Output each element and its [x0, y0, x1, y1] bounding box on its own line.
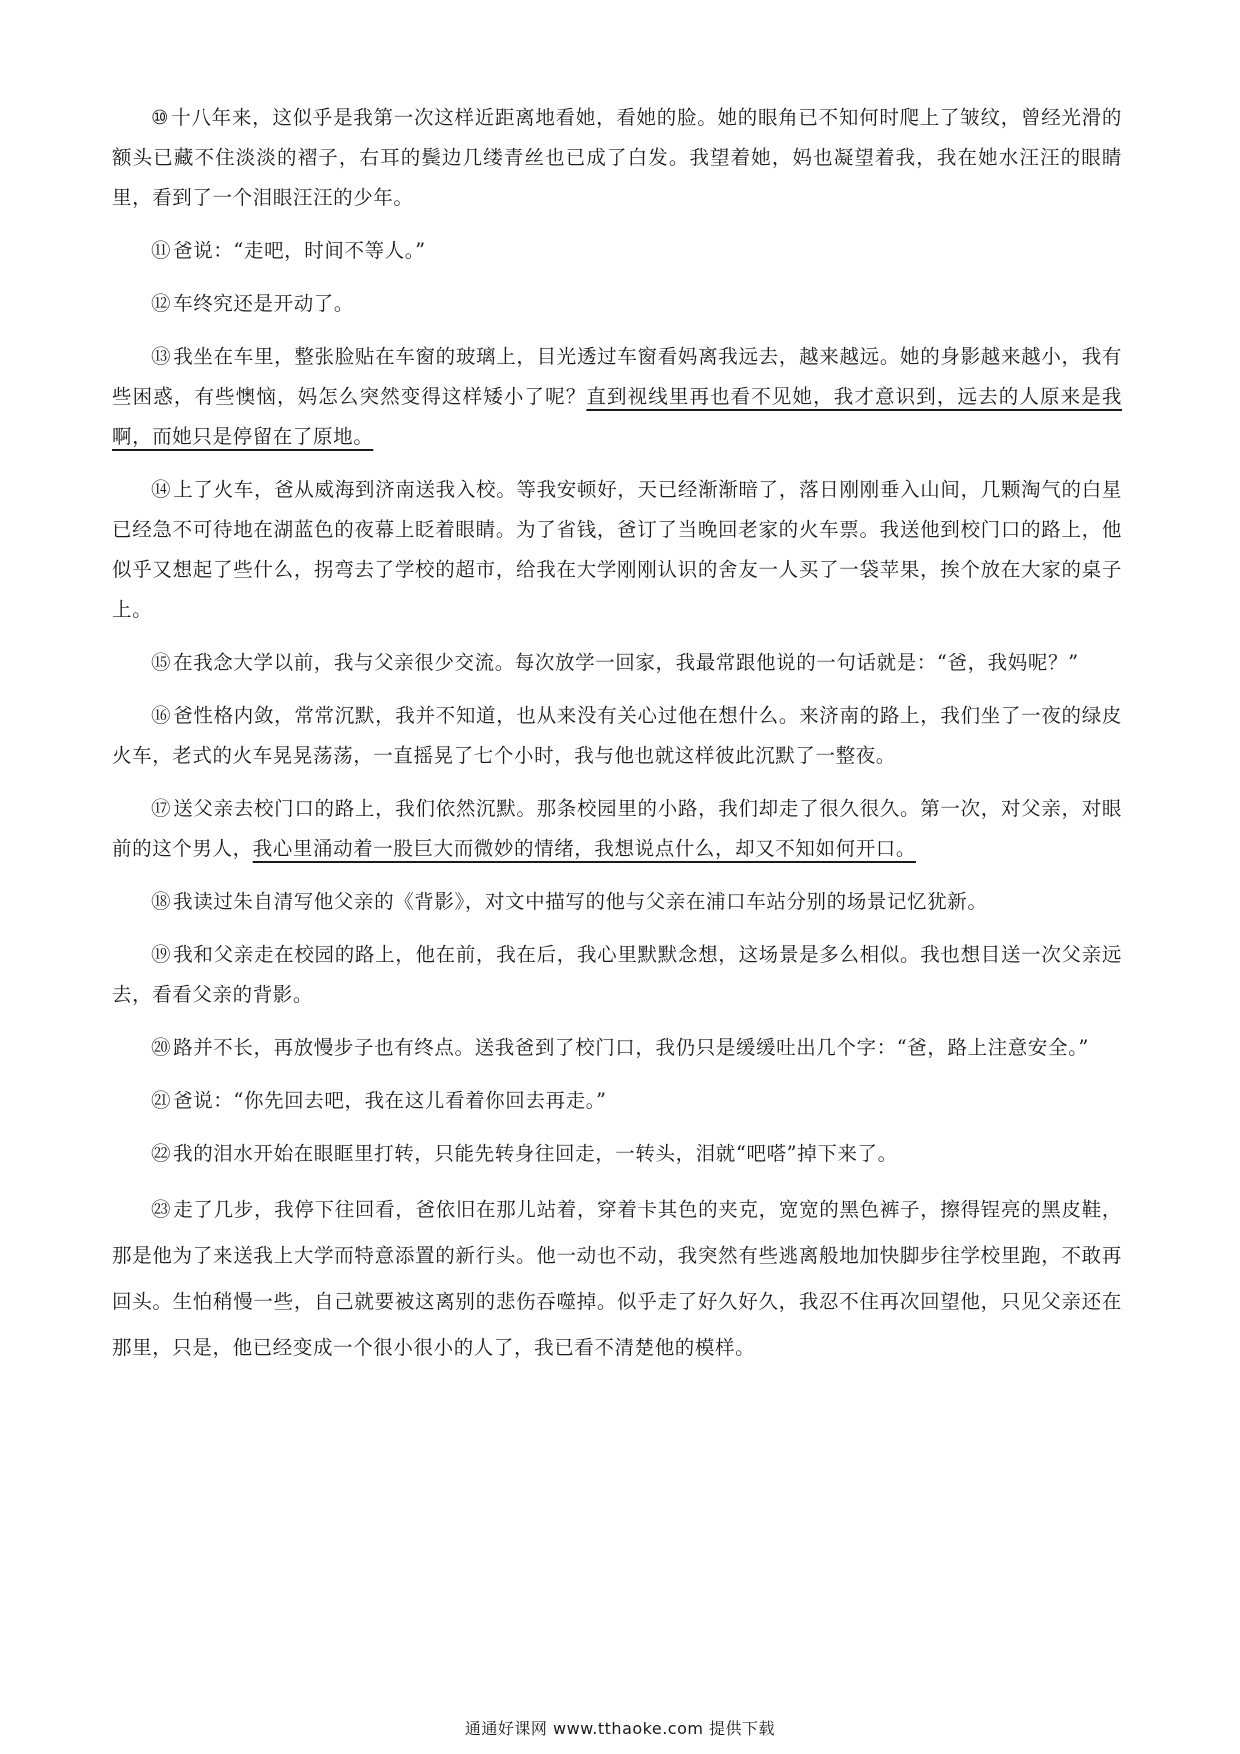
paragraph-12: [112, 284, 1122, 324]
paragraph-text: 车终究还是开动了。: [173, 292, 355, 315]
paragraph-15: [112, 643, 1122, 683]
paragraph-text: 上了火车，爸从威海到济南送我入校。等我安顿好，天已经渐渐暗了，落日刚刚垂入山间，几颗淘气的白星已经急不可待地在湖蓝色的夜幕上眨着眼睛。为了省钱，爸订了当晚回老家的火车票。我送他到校门口的路上，他似乎又想起了些什么，拐弯去了学校的超市，给我在大学刚刚认识的舍友一人买了一袋苹果，挨个放在大家的桌子上。: [112, 478, 1123, 621]
paragraph-number: ㉓: [151, 1198, 172, 1221]
paragraph-number: ⑫: [151, 292, 172, 315]
paragraph-23: [112, 1187, 1122, 1371]
paragraph-text: 我读过朱自清写他父亲的《背影》，对文中描写的他与父亲在浦口车站分别的场景记忆犹新。: [173, 890, 988, 913]
paragraph-number: ㉑: [151, 1089, 172, 1112]
paragraph-text: 在我念大学以前，我与父亲很少交流。每次放学一回家，我最常跟他说的一句话就是：“爸，我妈呢？”: [173, 651, 1079, 674]
paragraph-text: 我和父亲走在校园的路上，他在前，我在后，我心里默默念想，这场景是多么相似。我也想目送一次父亲远去，看看父亲的背影。: [112, 943, 1123, 1006]
paragraph-16: [112, 696, 1122, 776]
paragraph-number: ⑰: [151, 797, 172, 820]
paragraph-number: ⑪: [151, 239, 172, 262]
paragraph-19: [112, 935, 1122, 1015]
paragraph-number: ⑩: [151, 106, 170, 129]
paragraph-10: [112, 98, 1122, 218]
paragraph-14: [112, 470, 1122, 630]
paragraph-text: 路并不长，再放慢步子也有终点。送我爸到了校门口，我仍只是缓缓吐出几个字：“爸，路上注意安全。”: [173, 1036, 1089, 1059]
paragraph-text: 我的泪水开始在眼眶里打转，只能先转身往回走，一转头，泪就“吧嗒”掉下来了。: [173, 1142, 898, 1165]
paragraph-text: 十八年来，这似乎是我第一次这样近距离地看她，看她的脸。她的眼角已不知何时爬上了皱纹，曾经光滑的额头已藏不住淡淡的褶子，右耳的鬓边几缕青丝也已成了白发。我望着她，妈也凝望着我，我在她水汪汪的眼睛里，看到了一个泪眼汪汪的少年。: [112, 106, 1122, 209]
paragraph-21: [112, 1081, 1122, 1121]
paragraph-number: ⑯: [151, 704, 172, 727]
paragraph-number: ⑬: [151, 345, 172, 368]
paragraph-text: 爸说：“你先回去吧，我在这儿看着你回去再走。”: [173, 1089, 607, 1112]
paragraph-text: 爸性格内敛，常常沉默，我并不知道，也从来没有关心过他在想什么。来济南的路上，我们坐了一夜的绿皮火车，老式的火车晃晃荡荡，一直摇晃了七个小时，我与他也就这样彼此沉默了一整夜。: [112, 704, 1123, 767]
paragraph-number: ⑭: [151, 478, 172, 501]
paragraph-number: ㉒: [151, 1142, 172, 1165]
paragraph-18: [112, 882, 1122, 922]
paragraph-22: [112, 1134, 1122, 1174]
page-footer: 通通好课网 www.tthaoke.com 提供下载: [464, 1719, 776, 1738]
paragraph-11: [112, 231, 1122, 271]
paragraph-text: 我坐在车里，整张脸贴在车窗的玻璃上，目光透过车窗看妈离我远去，越来越远。她的身影越来越小，我有些困惑，有些懊恼，妈怎么突然变得这样矮小了呢？: [112, 345, 1123, 408]
paragraph-number: ⑲: [151, 943, 172, 966]
underlined-sentence: 直到视线里再也看不见她，我才意识到，远去的人原来是我啊，而她只是停留在了原地。: [112, 385, 1122, 448]
underlined-sentence: 我心里涌动着一股巨大而微妙的情绪，我想说点什么，却又不知如何开口。: [252, 837, 917, 860]
paragraph-number: ⑮: [151, 651, 172, 674]
paragraph-number: ⑳: [151, 1036, 172, 1059]
paragraph-20: [112, 1028, 1122, 1068]
paragraph-17: [112, 789, 1122, 869]
paragraph-number: ⑱: [151, 890, 172, 913]
paragraph-text: 爸说：“走吧，时间不等人。”: [173, 239, 426, 262]
document-body: [112, 98, 1122, 1384]
paragraph-text: 送父亲去校门口的路上，我们依然沉默。那条校园里的小路，我们却走了很久很久。第一次，对父亲，对眼前的这个男人，: [112, 797, 1123, 860]
paragraph-text: 走了几步，我停下往回看，爸依旧在那儿站着，穿着卡其色的夹克，宽宽的黑色裤子，擦得锃亮的黑皮鞋，那是他为了来送我上大学而特意添置的新行头。他一动也不动，我突然有些逃离般地加快脚步往学校里跑，不敢再回头。生怕稍慢一些，自己就要被这离别的悲伤吞噬掉。似乎走了好久好久，我忍不住再次回望他，只见父亲还在那里，只是，他已经变成一个很小很小的人了，我已看不清楚他的模样。: [112, 1198, 1123, 1359]
paragraph-13: [112, 337, 1122, 457]
